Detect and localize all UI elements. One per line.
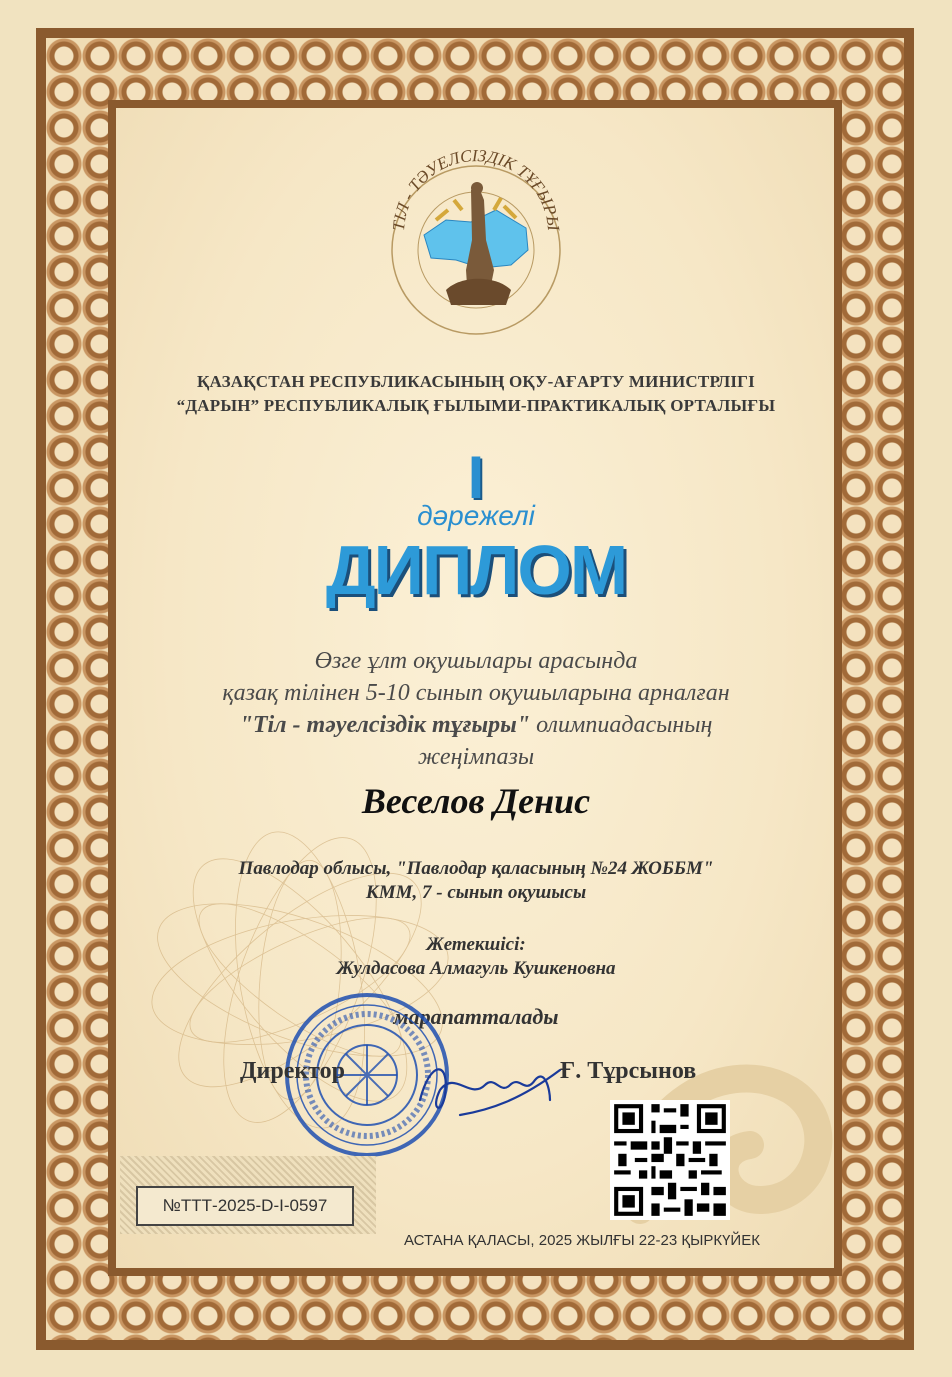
school-line-1: Павлодар облысы, "Павлодар қаласының №24 ЖОББМ" bbox=[238, 858, 714, 879]
ministry-line-2: “ДАРЫН” РЕСПУБЛИКАЛЫҚ ҒЫЛЫМИ-ПРАКТИКАЛЫҚ ОРТАЛЫҒЫ bbox=[176, 396, 776, 415]
director-signature bbox=[400, 1040, 570, 1140]
description-line-3 bbox=[0, 712, 952, 739]
ministry-line-1: ҚАЗАҚСТАН РЕСПУБЛИКАСЫНЫҢ ОҚУ-АҒАРТУ МИНИСТРЛІГІ bbox=[197, 372, 755, 391]
description-line-2: қазақ тілінен 5-10 сынып оқушыларына арналған bbox=[222, 680, 730, 706]
supervisor-label: Жетекшісі: bbox=[426, 934, 526, 955]
qr-code[interactable] bbox=[610, 1100, 730, 1220]
description-line-4: жеңімпазы bbox=[417, 744, 535, 770]
winner-name: Веселов Денис bbox=[361, 781, 591, 821]
diploma-number: №ТТТ-2025-D-I-0597 bbox=[136, 1186, 354, 1226]
degree-label: дәрежелі bbox=[417, 500, 535, 531]
olympiad-emblem bbox=[376, 140, 576, 340]
school-line-2: КММ, 7 - сынып оқушысы bbox=[365, 882, 587, 903]
emblem-arc-text: ТІЛ - ТӘУЕЛСІЗДІК ТҰҒЫРЫ bbox=[388, 146, 564, 232]
olympiad-name: "Тіл - тәуелсіздік тұғыры" bbox=[239, 712, 531, 738]
description-line-1: Өзге ұлт оқушылары арасында bbox=[314, 648, 638, 674]
supervisor-name: Жулдасова Алмагуль Кушкеновна bbox=[336, 958, 616, 979]
place-and-date: АСТАНА ҚАЛАСЫ, 2025 ЖЫЛҒЫ 22-23 ҚЫРКҮЙЕК bbox=[404, 1232, 760, 1249]
olympiad-suffix: олимпиадасының bbox=[530, 712, 713, 738]
director-name: Ғ. Тұрсынов bbox=[560, 1058, 697, 1084]
director-label: Директор bbox=[240, 1058, 345, 1084]
awarded-text: марапатталады bbox=[393, 1004, 559, 1029]
rank-numeral: I bbox=[467, 444, 485, 511]
diploma-title: ДИПЛОМ bbox=[325, 531, 627, 609]
